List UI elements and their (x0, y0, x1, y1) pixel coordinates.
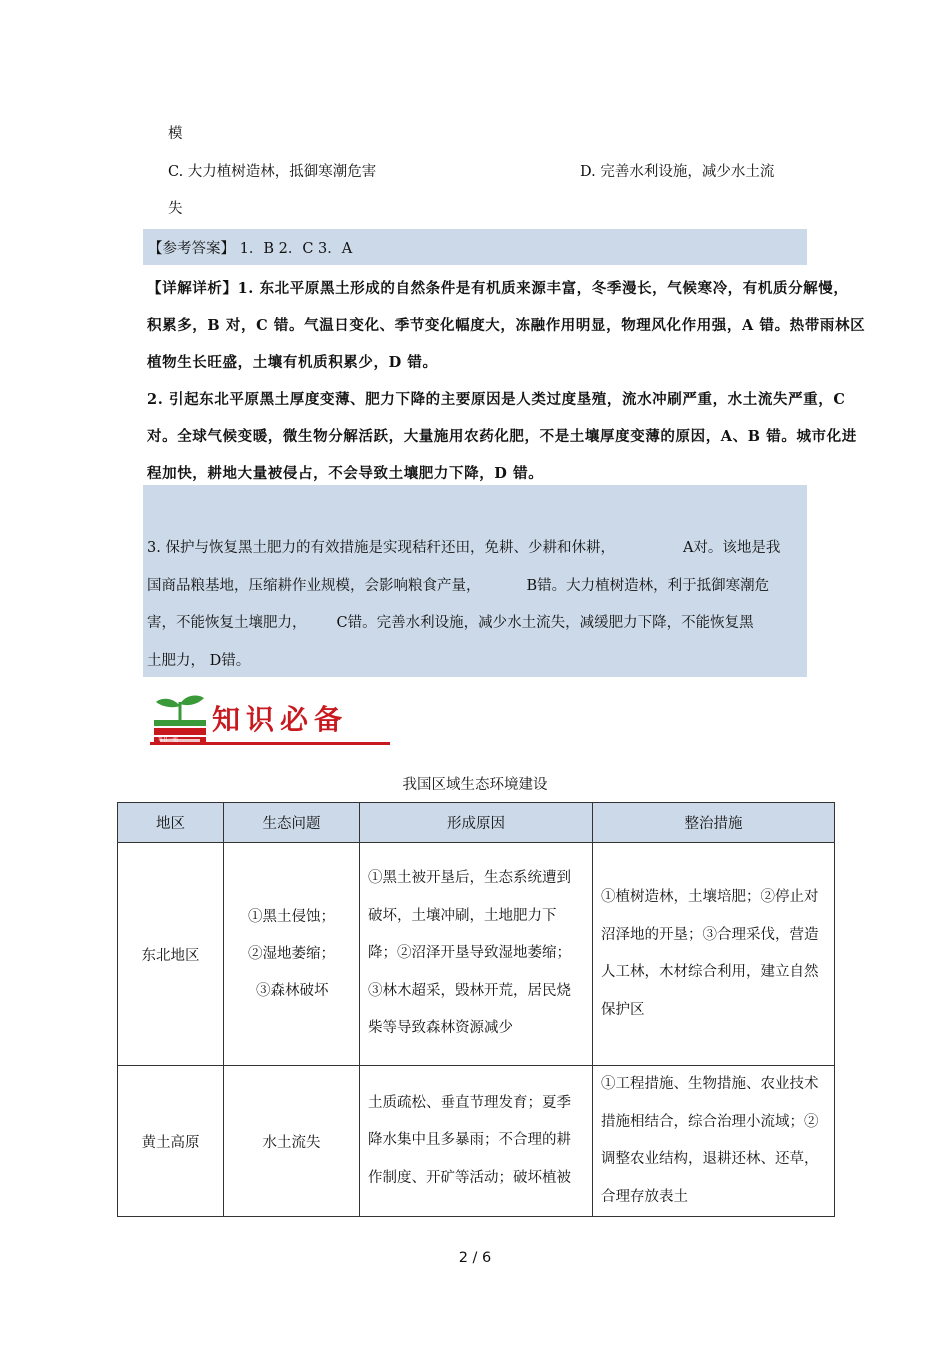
reference-answer-box (143, 229, 807, 265)
option-d: D. 完善水利设施，减少水土流 (580, 164, 775, 180)
header-measure: 整治措施 (593, 803, 835, 843)
table-title: 我国区域生态环境建设 (402, 777, 548, 793)
page-number: 2 / 6 (458, 1250, 492, 1266)
measure-cell: ①工程措施、生物措施、农业技术措施相结合，综合治理小流域；②调整农业结构，退耕还林、还草，合理存放表土 (593, 1066, 835, 1217)
cause-cell: ①黑土被开垦后，生态系统遭到破坏，土壤冲刷，土地肥力下降；②沼泽开垦导致湿地萎缩；③林木超采，毁林开荒，居民烧柴等导致森林资源减少 (360, 843, 593, 1066)
knowledge-logo (150, 692, 390, 750)
problem-item: ②湿地萎缩； (248, 945, 335, 962)
answer-3-line-2b: B错。大力植树造林，利于抵御寒潮危 (526, 578, 770, 594)
detail-explanation-box (143, 265, 923, 485)
detail-line-5: 对。全球气候变暖，微生物分解活跃，大量施用农药化肥，不是土壤厚度变薄的原因，A、B 错。城市化进 (147, 428, 857, 445)
region-cell: 黄土高原 (118, 1066, 224, 1217)
reference-answer-text: 【参考答案】 1．B 2．C 3．A (148, 241, 353, 257)
measure-cell: ①植树造林，土壤培肥；②停止对沼泽地的开垦；③合理采伐，营造人工林，木材综合利用，建立自然保护区 (593, 843, 835, 1066)
problem-item: ①黑土侵蚀； (248, 908, 335, 925)
detail-line-6: 程加快，耕地大量被侵占，不会导致土壤肥力下降，D 错。 (147, 465, 544, 482)
answer-3-line-2 (147, 574, 769, 595)
detail-line-2: 积累多，B 对，C 错。气温日变化、季节变化幅度大，冻融作用明显，物理风化作用强，A 错。热带雨林区 (147, 317, 866, 334)
answer-3-line-1b: A对。该地是我 (682, 540, 781, 556)
answer-3-line-1 (147, 536, 780, 557)
detail-line-1: 【详解详析】1. 东北平原黑土形成的自然条件是有机质来源丰富，冬季漫长，气候寒冷，有机质分解慢， (147, 280, 849, 297)
problem-item: ③森林破坏 (256, 982, 329, 999)
header-cause: 形成原因 (360, 803, 593, 843)
answer-3-line-4: 土肥力， D错。 (147, 653, 251, 669)
option-c: C. 大力植树造林，抵御寒潮危害 (168, 164, 377, 180)
logo-tag: 每日一题 (158, 737, 179, 743)
problem-cell (224, 843, 360, 1066)
table-header-row (118, 803, 835, 843)
cause-cell: 土质疏松、垂直节理发育；夏季降水集中且多暴雨；不合理的耕作制度、开矿等活动；破坏植被 (360, 1066, 593, 1217)
header-problem: 生态问题 (224, 803, 360, 843)
detail-line-3: 植物生长旺盛，土壤有机质积累少，D 错。 (147, 354, 438, 371)
answer-3-line-3 (147, 611, 754, 632)
eco-table (117, 802, 835, 1217)
region-cell: 东北地区 (118, 843, 224, 1066)
detail-line-4: 2. 引起东北平原黑土厚度变薄、肥力下降的主要原因是人类过度垦殖，流水冲刷严重，水土流失严重，C (147, 391, 846, 408)
answer-3-box (143, 485, 807, 677)
table-row (118, 1066, 835, 1217)
table-row (118, 843, 835, 1066)
answer-3-line-2a: 国商品粮基地，压缩耕作业规模，会影响粮食产量， (147, 578, 481, 594)
knowledge-logo-title: 知识必备 (212, 703, 349, 736)
problem-cell: 水土流失 (224, 1066, 360, 1217)
answer-3-line-3a: 害，不能恢复土壤肥力， (147, 615, 307, 631)
logo-underline (150, 742, 390, 745)
answer-3-line-1a: 3. 保护与恢复黑土肥力的有效措施是实现秸秆还田，免耕、少耕和休耕， (147, 540, 615, 556)
continued-text-shi: 失 (168, 201, 183, 217)
answer-3-line-3b: C错。完善水利设施，减少水土流失，减缓肥力下降，不能恢复黑 (336, 615, 754, 631)
header-region: 地区 (118, 803, 224, 843)
continued-text-mo: 模 (168, 126, 183, 142)
